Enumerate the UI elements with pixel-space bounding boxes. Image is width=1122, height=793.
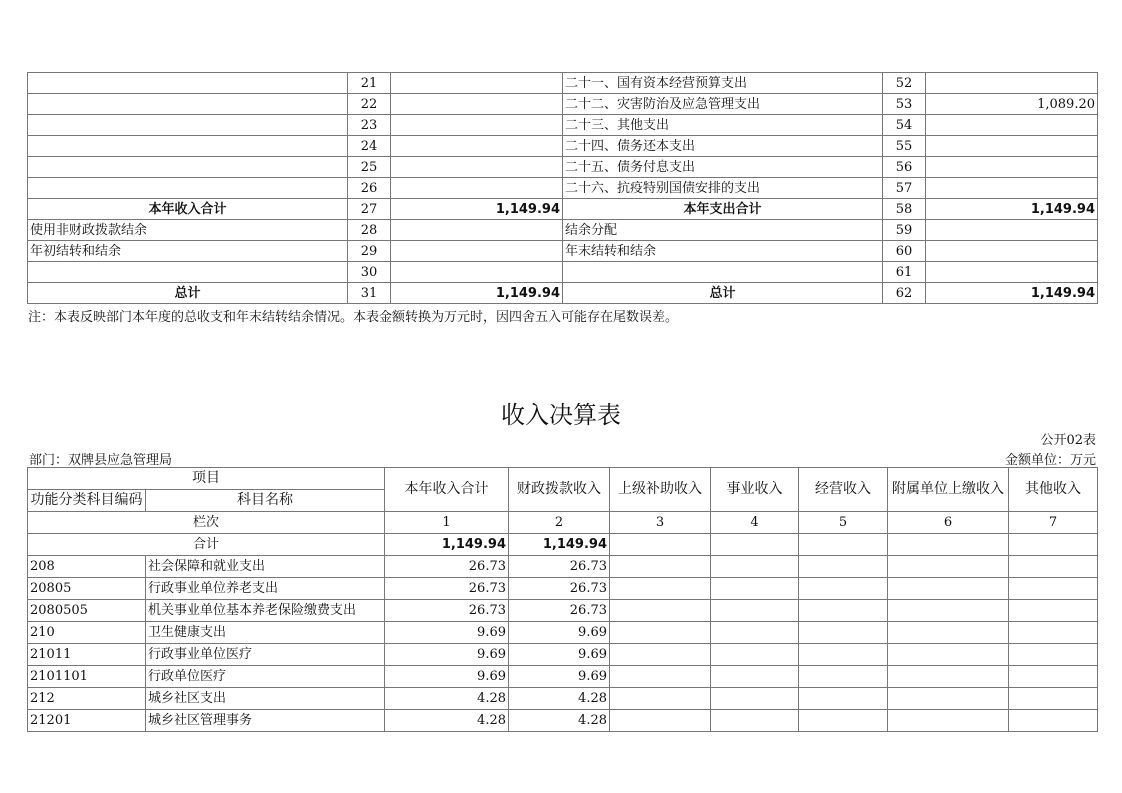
row-number: 61 <box>883 262 926 283</box>
income-amount <box>391 262 563 283</box>
row-number: 21 <box>348 73 391 94</box>
row-number: 60 <box>883 241 926 262</box>
empty-cell <box>610 644 711 666</box>
empty-cell <box>888 622 1009 644</box>
income-item-label: 总计 <box>28 283 348 304</box>
summary-row <box>28 262 1098 283</box>
subject-code: 2080505 <box>28 600 146 622</box>
income-amount: 1,149.94 <box>391 199 563 220</box>
empty-cell <box>711 556 799 578</box>
income-table-header <box>28 468 1098 556</box>
row-number: 59 <box>883 220 926 241</box>
empty-cell <box>799 688 888 710</box>
column-number: 5 <box>799 512 888 534</box>
income-amount <box>391 220 563 241</box>
summary-row <box>28 283 1098 304</box>
empty-cell <box>888 578 1009 600</box>
empty-cell <box>711 644 799 666</box>
expense-item-label <box>563 262 883 283</box>
income-item-label <box>28 115 348 136</box>
summary-row <box>28 94 1098 115</box>
row-number: 57 <box>883 178 926 199</box>
header-col-6: 附属单位上缴收入 <box>888 468 1009 512</box>
fiscal-income-value: 26.73 <box>509 578 610 600</box>
header-row <box>28 468 1098 490</box>
expense-amount <box>926 220 1098 241</box>
header-col-1: 本年收入合计 <box>385 468 509 512</box>
subject-name: 卫生健康支出 <box>146 622 385 644</box>
row-number: 24 <box>348 136 391 157</box>
expense-amount <box>926 241 1098 262</box>
summary-note: 注：本表反映部门本年度的总收支和年末结转结余情况。本表金额转换为万元时，因四舍五入可能存在尾数误差。 <box>28 310 679 325</box>
empty-cell <box>610 688 711 710</box>
summary-row <box>28 178 1098 199</box>
column-number: 2 <box>509 512 610 534</box>
expense-amount <box>926 178 1098 199</box>
table-row <box>28 644 1098 666</box>
table-row <box>28 622 1098 644</box>
income-amount <box>391 178 563 199</box>
subject-name: 城乡社区管理事务 <box>146 710 385 732</box>
empty-cell <box>799 666 888 688</box>
income-amount <box>391 73 563 94</box>
empty-cell <box>711 622 799 644</box>
total-fiscal-value: 1,149.94 <box>509 534 610 556</box>
row-number: 58 <box>883 199 926 220</box>
income-total-value: 9.69 <box>385 666 509 688</box>
empty-cell <box>711 534 799 556</box>
subject-code: 210 <box>28 622 146 644</box>
row-number: 23 <box>348 115 391 136</box>
subject-name: 城乡社区支出 <box>146 688 385 710</box>
subject-code: 2101101 <box>28 666 146 688</box>
total-income-value: 1,149.94 <box>385 534 509 556</box>
header-col-7: 其他收入 <box>1009 468 1098 512</box>
summary-row <box>28 220 1098 241</box>
empty-cell <box>888 710 1009 732</box>
column-number: 1 <box>385 512 509 534</box>
row-number: 53 <box>883 94 926 115</box>
expense-item-label: 二十二、灾害防治及应急管理支出 <box>563 94 883 115</box>
empty-cell <box>888 556 1009 578</box>
empty-cell <box>711 666 799 688</box>
income-item-label <box>28 94 348 115</box>
expense-amount <box>926 73 1098 94</box>
header-col-5: 经营收入 <box>799 468 888 512</box>
income-item-label: 使用非财政拨款结余 <box>28 220 348 241</box>
subject-code: 20805 <box>28 578 146 600</box>
expense-item-label: 结余分配 <box>563 220 883 241</box>
empty-cell <box>711 578 799 600</box>
empty-cell <box>610 710 711 732</box>
column-number: 6 <box>888 512 1009 534</box>
header-name: 科目名称 <box>146 490 385 512</box>
amount-unit-label: 金额单位：万元 <box>1004 453 1096 468</box>
empty-cell <box>888 666 1009 688</box>
fiscal-income-value: 26.73 <box>509 556 610 578</box>
summary-row <box>28 157 1098 178</box>
expense-amount: 1,089.20 <box>926 94 1098 115</box>
summary-row <box>28 136 1098 157</box>
empty-cell <box>799 622 888 644</box>
row-number: 55 <box>883 136 926 157</box>
header-col-4: 事业收入 <box>711 468 799 512</box>
income-total-value: 4.28 <box>385 710 509 732</box>
expense-item-label: 二十六、抗疫特别国债安排的支出 <box>563 178 883 199</box>
empty-cell <box>1009 666 1098 688</box>
expense-item-label: 二十五、债务付息支出 <box>563 157 883 178</box>
income-amount: 1,149.94 <box>391 283 563 304</box>
empty-cell <box>888 534 1009 556</box>
fiscal-income-value: 9.69 <box>509 644 610 666</box>
income-table-body <box>28 556 1098 732</box>
header-item: 项目 <box>28 468 385 490</box>
empty-cell <box>711 710 799 732</box>
expense-amount <box>926 157 1098 178</box>
summary-row <box>28 115 1098 136</box>
row-number: 56 <box>883 157 926 178</box>
income-item-label <box>28 136 348 157</box>
department-label: 部门：双牌县应急管理局 <box>29 453 173 468</box>
empty-cell <box>1009 710 1098 732</box>
empty-cell <box>888 688 1009 710</box>
empty-cell <box>799 600 888 622</box>
income-total-value: 26.73 <box>385 578 509 600</box>
income-total-value: 9.69 <box>385 622 509 644</box>
subject-name: 行政单位医疗 <box>146 666 385 688</box>
empty-cell <box>610 600 711 622</box>
table-row <box>28 600 1098 622</box>
column-number: 3 <box>610 512 711 534</box>
income-total-value: 4.28 <box>385 688 509 710</box>
empty-cell <box>1009 622 1098 644</box>
expense-item-label: 本年支出合计 <box>563 199 883 220</box>
expense-amount <box>926 115 1098 136</box>
empty-cell <box>610 622 711 644</box>
income-amount <box>391 94 563 115</box>
income-total-value: 26.73 <box>385 600 509 622</box>
column-number-row <box>28 512 1098 534</box>
income-report-title: 收入决算表 <box>501 401 621 429</box>
subject-code: 212 <box>28 688 146 710</box>
report-code: 公开02表 <box>1040 433 1096 448</box>
empty-cell <box>1009 600 1098 622</box>
subject-name: 社会保障和就业支出 <box>146 556 385 578</box>
row-number: 62 <box>883 283 926 304</box>
table-row <box>28 666 1098 688</box>
header-code: 功能分类科目编码 <box>28 490 146 512</box>
empty-cell <box>799 534 888 556</box>
table-row <box>28 578 1098 600</box>
table-row <box>28 688 1098 710</box>
income-item-label <box>28 157 348 178</box>
empty-cell <box>799 556 888 578</box>
empty-cell <box>888 644 1009 666</box>
empty-cell <box>799 578 888 600</box>
header-col-3: 上级补助收入 <box>610 468 711 512</box>
empty-cell <box>711 688 799 710</box>
subject-name: 行政事业单位养老支出 <box>146 578 385 600</box>
fiscal-income-value: 26.73 <box>509 600 610 622</box>
summary-table <box>27 72 1098 304</box>
empty-cell <box>1009 644 1098 666</box>
summary-table-body <box>28 73 1098 304</box>
income-amount <box>391 136 563 157</box>
fiscal-income-value: 4.28 <box>509 688 610 710</box>
subject-code: 208 <box>28 556 146 578</box>
subject-name: 机关事业单位基本养老保险缴费支出 <box>146 600 385 622</box>
empty-cell <box>610 666 711 688</box>
expense-item-label: 总计 <box>563 283 883 304</box>
fiscal-income-value: 4.28 <box>509 710 610 732</box>
row-number: 22 <box>348 94 391 115</box>
expense-amount: 1,149.94 <box>926 199 1098 220</box>
empty-cell <box>711 600 799 622</box>
row-number: 27 <box>348 199 391 220</box>
income-table <box>27 467 1098 732</box>
expense-item-label: 二十四、债务还本支出 <box>563 136 883 157</box>
column-number-label: 栏次 <box>28 512 385 534</box>
row-number: 30 <box>348 262 391 283</box>
row-number: 29 <box>348 241 391 262</box>
subject-code: 21011 <box>28 644 146 666</box>
expense-item-label: 二十三、其他支出 <box>563 115 883 136</box>
header-col-2: 财政拨款收入 <box>509 468 610 512</box>
income-total-value: 26.73 <box>385 556 509 578</box>
income-item-label <box>28 178 348 199</box>
expense-item-label: 年末结转和结余 <box>563 241 883 262</box>
empty-cell <box>1009 688 1098 710</box>
expense-amount <box>926 262 1098 283</box>
table-row <box>28 556 1098 578</box>
income-item-label: 本年收入合计 <box>28 199 348 220</box>
table-row <box>28 710 1098 732</box>
empty-cell <box>1009 578 1098 600</box>
income-amount <box>391 241 563 262</box>
expense-amount <box>926 136 1098 157</box>
total-label: 合计 <box>28 534 385 556</box>
row-number: 52 <box>883 73 926 94</box>
empty-cell <box>799 644 888 666</box>
empty-cell <box>610 534 711 556</box>
column-number: 4 <box>711 512 799 534</box>
income-item-label <box>28 73 348 94</box>
expense-amount: 1,149.94 <box>926 283 1098 304</box>
subject-name: 行政事业单位医疗 <box>146 644 385 666</box>
summary-row <box>28 199 1098 220</box>
summary-row <box>28 241 1098 262</box>
row-number: 54 <box>883 115 926 136</box>
fiscal-income-value: 9.69 <box>509 666 610 688</box>
column-number: 7 <box>1009 512 1098 534</box>
empty-cell <box>610 556 711 578</box>
row-number: 25 <box>348 157 391 178</box>
row-number: 31 <box>348 283 391 304</box>
empty-cell <box>610 578 711 600</box>
income-amount <box>391 115 563 136</box>
summary-row <box>28 73 1098 94</box>
income-amount <box>391 157 563 178</box>
expense-item-label: 二十一、国有资本经营预算支出 <box>563 73 883 94</box>
empty-cell <box>1009 556 1098 578</box>
empty-cell <box>888 600 1009 622</box>
row-number: 26 <box>348 178 391 199</box>
empty-cell <box>1009 534 1098 556</box>
subject-code: 21201 <box>28 710 146 732</box>
fiscal-income-value: 9.69 <box>509 622 610 644</box>
income-item-label <box>28 262 348 283</box>
empty-cell <box>799 710 888 732</box>
income-item-label: 年初结转和结余 <box>28 241 348 262</box>
income-total-value: 9.69 <box>385 644 509 666</box>
total-row <box>28 534 1098 556</box>
row-number: 28 <box>348 220 391 241</box>
